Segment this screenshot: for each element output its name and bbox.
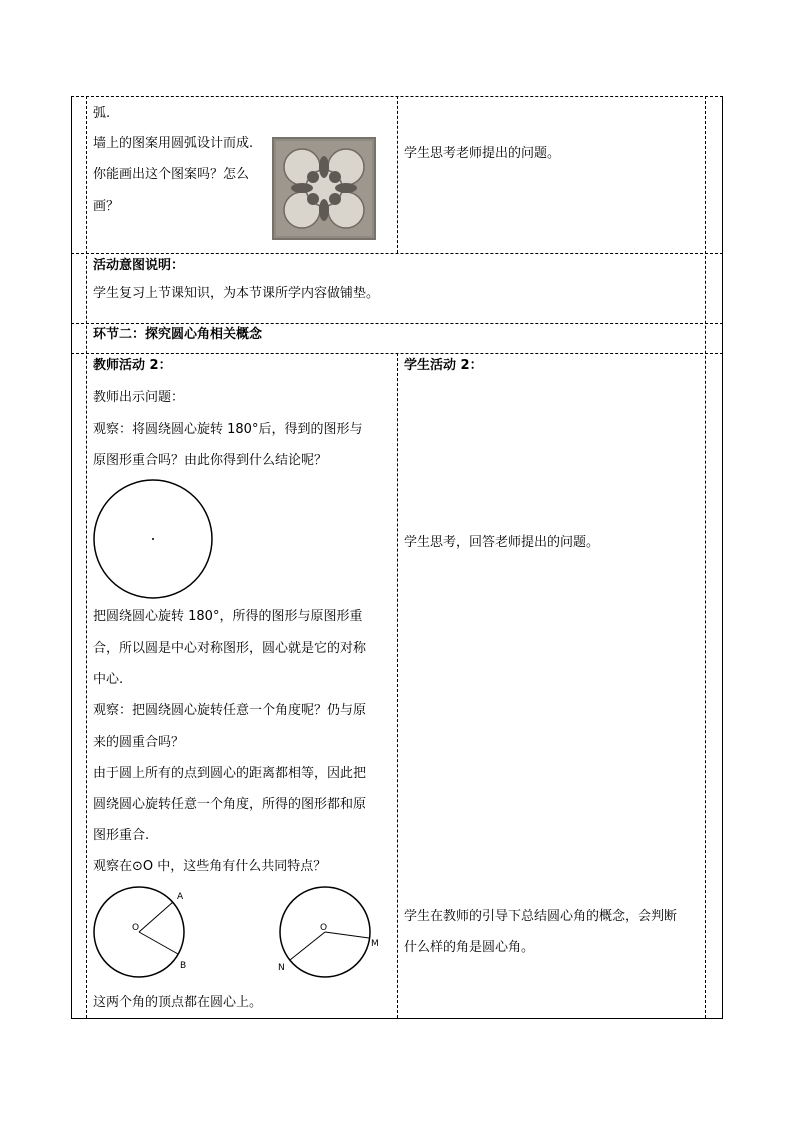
teacher-line: 图形重合. [93, 828, 150, 843]
center-dot [152, 538, 154, 540]
central-angle-figures [88, 882, 388, 982]
label-n: N [278, 963, 285, 973]
label-o: O [132, 923, 140, 933]
table-border-right [722, 96, 723, 1018]
teacher-activity-header: 教师活动 2： [93, 358, 172, 373]
label-o: O [320, 923, 328, 933]
intent-title: 活动意图说明： [93, 258, 185, 273]
label-a: A [177, 892, 184, 902]
row-divider-3 [71, 353, 723, 354]
row-divider-2 [71, 323, 723, 324]
teacher-text-line: 你能画出这个图案吗？怎么 [93, 167, 250, 182]
teacher-line: 由于圆上所有的点到圆心的距离都相等，因此把 [93, 766, 367, 781]
wall-pattern-photo [272, 137, 376, 240]
student-answer: 学生思考，回答老师提出的问题。 [404, 535, 600, 550]
inner-right-line [705, 96, 706, 1018]
teacher-text-line: 墙上的图案用圆弧设计而成. [93, 136, 254, 151]
student-activity-header: 学生活动 2： [404, 358, 483, 373]
teacher-line: 观察在⊙O 中，这些角有什么共同特点？ [93, 859, 327, 874]
table-border-left [71, 96, 72, 1018]
section-title: 环节二：探究圆心角相关概念 [93, 327, 263, 342]
teacher-line: 教师出示问题： [93, 390, 185, 405]
teacher-line: 这两个角的顶点都在圆心上。 [93, 995, 263, 1010]
student-answer: 什么样的角是圆心角。 [404, 940, 535, 955]
student-text: 学生思考老师提出的问题。 [404, 146, 561, 161]
column-divider-lower [397, 353, 398, 1018]
teacher-line: 来的圆重合吗？ [93, 735, 185, 750]
teacher-line: 观察：将圆绕圆心旋转 180°后，得到的图形与 [93, 422, 363, 437]
label-m: M [371, 939, 379, 949]
teacher-line: 观察：把圆绕圆心旋转任意一个角度呢？仍与原 [93, 703, 367, 718]
column-divider-upper [397, 96, 398, 253]
label-b: B [180, 961, 187, 971]
student-answer: 学生在教师的引导下总结圆心角的概念，会判断 [404, 909, 678, 924]
intent-text: 学生复习上节课知识，为本节课所学内容做铺垫。 [93, 286, 380, 301]
figure-aob [94, 887, 186, 977]
teacher-line: 合，所以圆是中心对称图形，圆心就是它的对称 [93, 641, 367, 656]
rotation-circle-figure [90, 476, 220, 602]
teacher-line: 把圆绕圆心旋转 180°，所得的图形与原图形重 [93, 609, 363, 624]
figure-mon [278, 887, 379, 977]
teacher-text-line: 画？ [93, 199, 120, 214]
table-border-bottom [71, 1018, 723, 1019]
teacher-line: 中心. [93, 672, 124, 687]
row-divider-1 [71, 253, 723, 254]
teacher-text-line: 弧. [93, 106, 111, 121]
teacher-line: 圆绕圆心旋转任意一个角度，所得的图形都和原 [93, 797, 367, 812]
teacher-line: 原图形重合吗？由此你得到什么结论呢？ [93, 453, 328, 468]
inner-left-line [86, 96, 87, 1018]
